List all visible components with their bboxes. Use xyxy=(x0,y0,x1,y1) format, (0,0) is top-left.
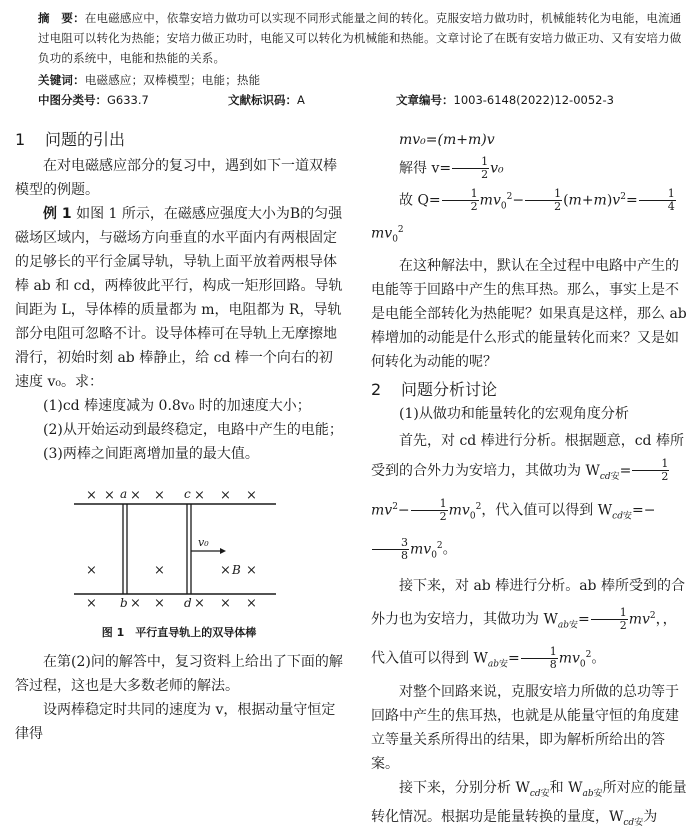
svg-text:×: × xyxy=(130,596,141,611)
field-marks xyxy=(86,488,257,611)
label-c: c xyxy=(184,487,191,501)
svg-text:×: × xyxy=(130,488,141,503)
svg-text:×: × xyxy=(246,488,257,503)
svg-text:×: × xyxy=(246,596,257,611)
label-B: B xyxy=(232,563,241,577)
label-d: d xyxy=(184,596,192,610)
paragraph-ab-analysis: 接下来，对 ab 棒进行分析。ab 棒所受到的合外力也为安培力，其做功为 $W_{ab安}=$ $\frac{1}{2}$ $mv^2$，，代入值可以得到 $W_{ab安}=$ $\frac{1}{8}$ $mv_0^2$。 xyxy=(371,577,685,672)
right-column xyxy=(371,128,689,835)
left-column xyxy=(15,128,343,466)
keywords xyxy=(38,70,688,90)
svg-text:×: × xyxy=(220,563,231,578)
equation-momentum: mv₀=(m+m)v xyxy=(399,132,495,148)
question-3: (3)两棒之间距离增加量的最大值。 xyxy=(43,446,259,462)
equation-v: 解得 v= $\frac{1}{2}$ v₀ xyxy=(399,155,504,181)
paragraph-momentum: 设两棒稳定时共同的速度为 v，根据动量守恒定律得 xyxy=(15,702,336,742)
document-code: 文献标识码：A xyxy=(228,93,305,107)
svg-text:×: × xyxy=(154,563,165,578)
left-column-bottom xyxy=(15,650,343,746)
article-number: 文章编号：1003-6148(2022)12-0052-3 xyxy=(396,93,614,107)
svg-text:×: × xyxy=(246,563,257,578)
section-1-heading: 1 问题的引出 xyxy=(15,130,126,149)
question-1: (1)cd 棒速度减为 0.8v₀ 时的加速度大小； xyxy=(43,398,311,414)
paragraph-circuit: 对整个回路来说，克服安培力所做的总功等于回路中产生的焦耳热，也就是从能量守恒的角度建立等量关系所得出的结果，即为解析所给出的答案。 xyxy=(371,683,679,772)
svg-text:×: × xyxy=(104,488,115,503)
svg-text:×: × xyxy=(86,488,97,503)
abstract-text: 在电磁感应中，依靠安培力做功可以实现不同形式能量之间的转化。克服安培力做功时，机械能转化为电能，电流通过电阻可以转化为热能；安培力做正功时，电能又可以转化为机械能和热能。文章讨论了在既有安培力做正功、又有安培力做负功的系统中，电能和热能的关系。 xyxy=(38,11,682,65)
abstract xyxy=(38,8,688,90)
svg-text:×: × xyxy=(220,488,231,503)
example-1: 例 1 如图 1 所示，在磁感应强度大小为B的匀强磁场区域内，与磁场方向垂直的水平面内有两根固定的足够长的平行金属导轨，导轨上面平放着两根导体棒 ab 和 cd，两棒彼此平行，构成一矩形回路。导轨间距为 L，导体棒的质量都为 m，电阻都为 R，导轨部分电阻可忽略不计。设导体棒可在导轨上无摩擦地滑行，初始时刻 ab 棒静止，给 cd 棒一个向右的初速度 v₀。求： xyxy=(15,206,343,390)
label-v0: v₀ xyxy=(198,536,209,549)
label-a: a xyxy=(120,487,128,501)
figure-1-caption: 图 1 平行直导轨上的双导体棒 xyxy=(101,626,257,639)
keywords-label: 关键词： xyxy=(38,73,85,87)
abstract-label: 摘 要： xyxy=(38,11,85,25)
keywords-text: 电磁感应；双棒模型；电能；热能 xyxy=(84,73,261,87)
svg-text:×: × xyxy=(194,596,205,611)
section-2-heading: 2 问题分析讨论 xyxy=(371,379,498,399)
label-b: b xyxy=(120,596,128,610)
equation-Q: 故 Q= $\frac{1}{2}$ $mv_0^2-$ $\frac{1}{2}$ $(m+m)v^2=$ $\frac{1}{4}$ $mv_0^2$ xyxy=(371,187,675,245)
question-2: (2)从开始运动到最终稳定，电路中产生的电能； xyxy=(43,422,343,438)
paragraph-solution-intro: 在第(2)问的解答中，复习资料上给出了下面的解答过程，这也是大多数老师的解法。 xyxy=(15,654,343,694)
svg-text:×: × xyxy=(154,488,165,503)
svg-text:×: × xyxy=(220,596,231,611)
svg-text:×: × xyxy=(194,488,205,503)
paragraph-cd-analysis: 首先，对 cd 棒进行分析。根据题意，cd 棒所受到的合外力为安培力，其做功为 $W_{cd安}=$ $\frac{1}{2}$ $mv^2-$ $\frac{1}{2}$ $mv_0^2$，代入值可以得到 $W_{cd安}=-$ $\frac{3}{8}$ $mv_0^2$。 xyxy=(371,432,684,563)
clc-number: 中图分类号：G633.7 xyxy=(38,93,149,107)
paragraph-question: 在这种解法中，默认在全过程中电路中产生的电能等于回路中产生的焦耳热。那么，事实上是不是电能全部转化为热能呢？如果真是这样，那么 ab 棒增加的动能是什么形式的能量转化而来？又是如何转化为动能的呢？ xyxy=(371,257,687,370)
paragraph-energy-conversion: 接下来，分别分析 $W_{cd安}$和 $W_{ab安}$所对应的能量转化情况。根据功是能量转换的量度，$W_{cd安}$为 xyxy=(371,779,687,829)
svg-text:×: × xyxy=(154,596,165,611)
figure-1-diagram xyxy=(70,482,280,612)
svg-text:×: × xyxy=(86,596,97,611)
svg-text:×: × xyxy=(86,563,97,578)
subsection-1: (1)从做功和能量转化的宏观角度分析 xyxy=(399,405,629,422)
paragraph-intro: 在对电磁感应部分的复习中，遇到如下一道双棒模型的例题。 xyxy=(15,158,337,198)
